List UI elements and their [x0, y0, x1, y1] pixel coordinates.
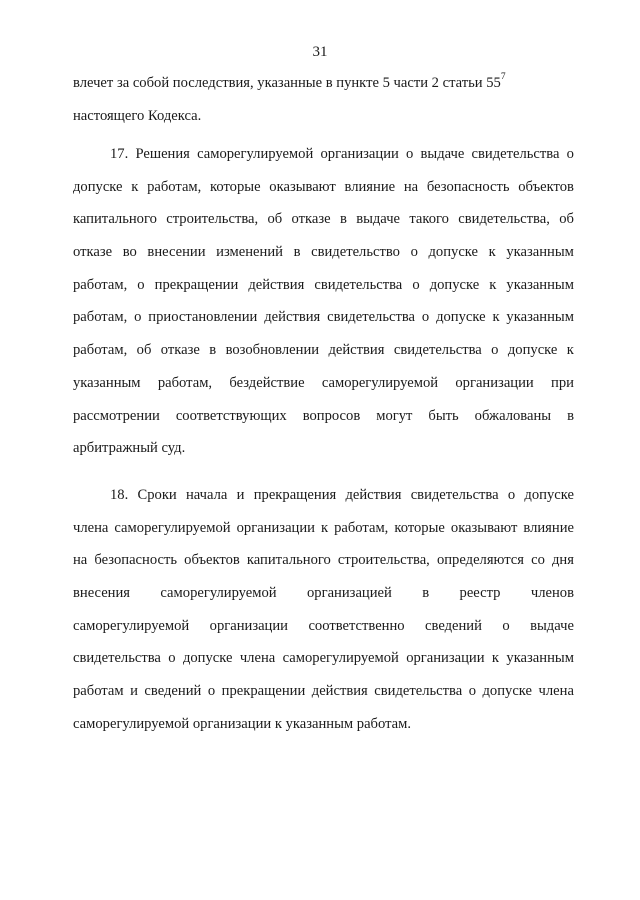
word: допуске	[482, 683, 533, 700]
word: саморегулируемой	[73, 617, 190, 634]
word: дня	[552, 552, 574, 569]
word: допуске	[428, 244, 479, 261]
word: влияние	[523, 519, 574, 536]
word: влияние	[344, 178, 396, 195]
word: допуске	[524, 487, 574, 503]
text-line	[73, 334, 574, 367]
word: саморегулируемой	[321, 374, 439, 391]
text-line	[73, 512, 574, 545]
word: о	[412, 276, 420, 293]
word: объектов	[184, 552, 240, 569]
word: определяются	[436, 552, 524, 569]
word: работам,	[334, 519, 389, 536]
word: о	[207, 683, 216, 700]
word: и	[236, 487, 245, 503]
word: действия	[345, 487, 402, 503]
word: соответственно	[308, 617, 405, 634]
word: могут	[376, 407, 413, 424]
continuation-line-1: влечет за собой последствия, указанные в пункте 5 части 2 статьи $55^7$	[73, 72, 506, 91]
text-line	[73, 138, 574, 171]
text-line	[73, 400, 574, 433]
word: реестр	[459, 585, 501, 602]
word: сведений	[144, 683, 202, 700]
word: при	[551, 374, 574, 391]
word: об	[267, 211, 283, 228]
word: рассмотрении	[73, 407, 160, 424]
word: организации	[320, 146, 399, 162]
word: саморегулируемой	[160, 585, 277, 602]
word: быть	[428, 407, 459, 424]
word: строительства,	[166, 211, 259, 228]
word: внесении	[147, 244, 206, 261]
word: сведений	[425, 617, 482, 634]
word: Решения	[135, 146, 190, 162]
text-line	[73, 479, 574, 512]
word: прекращении	[154, 276, 239, 293]
word: безопасность	[426, 178, 510, 195]
superscript: 7	[500, 72, 506, 83]
word: работам,	[73, 309, 128, 326]
word: оказывают	[450, 519, 518, 536]
word: обжалованы	[474, 407, 552, 424]
word: свидетельства	[327, 309, 416, 326]
word: возобновлении	[225, 342, 320, 359]
word: к	[566, 342, 574, 359]
word: соответствующих	[175, 407, 287, 424]
word: свидетельства	[374, 683, 463, 700]
word: к	[321, 519, 329, 536]
word: свидетельства	[410, 487, 499, 503]
word: о	[421, 309, 430, 326]
word: прекращении	[221, 683, 306, 700]
word: строительства,	[337, 552, 430, 569]
word: допуске	[436, 309, 486, 326]
word: выдаче	[530, 617, 574, 634]
word: отказе	[291, 211, 331, 228]
word: действия	[328, 342, 385, 359]
word: выдаче	[356, 211, 401, 228]
word: членов	[530, 585, 574, 602]
word: в	[339, 211, 347, 228]
word: саморегулируемой	[197, 146, 314, 162]
word: в	[422, 585, 430, 602]
word: о	[502, 617, 510, 634]
word: действия	[248, 276, 305, 293]
word: приостановлении	[148, 309, 258, 326]
word: 17.	[110, 146, 129, 162]
word: о	[491, 342, 499, 359]
word: саморегулируемой	[282, 650, 399, 667]
word: об	[136, 342, 152, 359]
word: прекращения	[253, 487, 337, 503]
word: на	[403, 178, 419, 195]
word: о	[134, 309, 142, 326]
word: в	[567, 407, 574, 424]
word: свидетельства,	[458, 211, 550, 228]
paragraph-18	[73, 479, 574, 741]
text-line	[73, 301, 574, 334]
word: организации	[236, 519, 315, 536]
word: допуске	[429, 276, 480, 293]
word: допуске	[73, 178, 123, 195]
word: свидетельства	[471, 146, 560, 162]
text-line	[73, 367, 574, 400]
word: внесения	[73, 585, 131, 602]
word: в	[209, 342, 217, 359]
word: о	[406, 146, 414, 162]
word: организации	[406, 650, 485, 667]
word: указанным	[506, 276, 574, 293]
word: об	[559, 211, 574, 228]
text-line	[73, 577, 574, 610]
word: организации	[455, 374, 534, 391]
page-number: 31	[312, 44, 328, 60]
text-line	[73, 67, 574, 100]
word: к	[131, 178, 139, 195]
word: свидетельства	[393, 342, 482, 359]
word: о	[507, 487, 516, 503]
word: которые	[210, 178, 261, 195]
word: члена	[538, 683, 574, 700]
text-line: арбитражный суд.	[73, 440, 186, 457]
paragraph-17	[73, 138, 574, 465]
word: вопросов	[302, 407, 361, 424]
word: выдаче	[420, 146, 465, 162]
word: допуске	[507, 342, 558, 359]
word: в	[293, 244, 301, 261]
word: безопасность	[94, 552, 178, 569]
word: о	[410, 244, 418, 261]
word: начала	[185, 487, 228, 503]
word: саморегулируемой	[114, 519, 231, 536]
word: свидетельство	[311, 244, 400, 261]
word: организацией	[307, 585, 392, 602]
word: 18.	[110, 487, 129, 503]
text-line	[73, 544, 574, 577]
word: бездействие	[229, 374, 305, 391]
word: на	[73, 552, 88, 569]
word: работам,	[157, 374, 213, 391]
text-line: настоящего Кодекса.	[73, 107, 202, 124]
word: о	[137, 276, 145, 293]
word: к	[492, 309, 500, 326]
word: члена	[239, 650, 276, 667]
continuation-text	[73, 67, 574, 132]
word: о	[468, 683, 476, 700]
word: работам,	[147, 178, 202, 195]
word: члена	[73, 519, 109, 536]
text-line	[73, 171, 574, 204]
word: организации	[209, 617, 288, 634]
text-line	[73, 675, 574, 708]
word: к	[491, 650, 500, 667]
word: допуске	[182, 650, 233, 667]
text-line	[73, 269, 574, 302]
word: работам,	[73, 276, 128, 293]
word: свидетельства	[73, 650, 161, 667]
word: отказе	[160, 342, 200, 359]
word: такого	[409, 211, 449, 228]
word: со	[531, 552, 545, 569]
word: работам,	[73, 342, 128, 359]
word: оказывают	[269, 178, 336, 195]
word: во	[122, 244, 137, 261]
word: действия	[311, 683, 368, 700]
word: и	[130, 683, 138, 700]
word: которые	[394, 519, 445, 536]
word: работам	[73, 683, 124, 700]
word: капитального	[73, 211, 157, 228]
word: указанным	[506, 309, 574, 326]
text-line	[73, 203, 574, 236]
word: к	[488, 244, 496, 261]
word: о	[566, 146, 574, 162]
word: изменений	[216, 244, 283, 261]
word: капитального	[246, 552, 331, 569]
text-line	[73, 642, 574, 675]
word: к	[489, 276, 497, 293]
word: о	[168, 650, 176, 667]
word: Сроки	[137, 487, 177, 503]
word: указанным	[506, 650, 574, 667]
word: указанным	[506, 244, 574, 261]
word: действия	[264, 309, 321, 326]
word: свидетельства	[314, 276, 403, 293]
word: указанным	[73, 374, 141, 391]
word: отказе	[73, 244, 113, 261]
text-line	[73, 236, 574, 269]
text-line	[73, 610, 574, 643]
text-line: саморегулируемой организации к указанным работам.	[73, 715, 412, 732]
word: объектов	[518, 178, 574, 195]
